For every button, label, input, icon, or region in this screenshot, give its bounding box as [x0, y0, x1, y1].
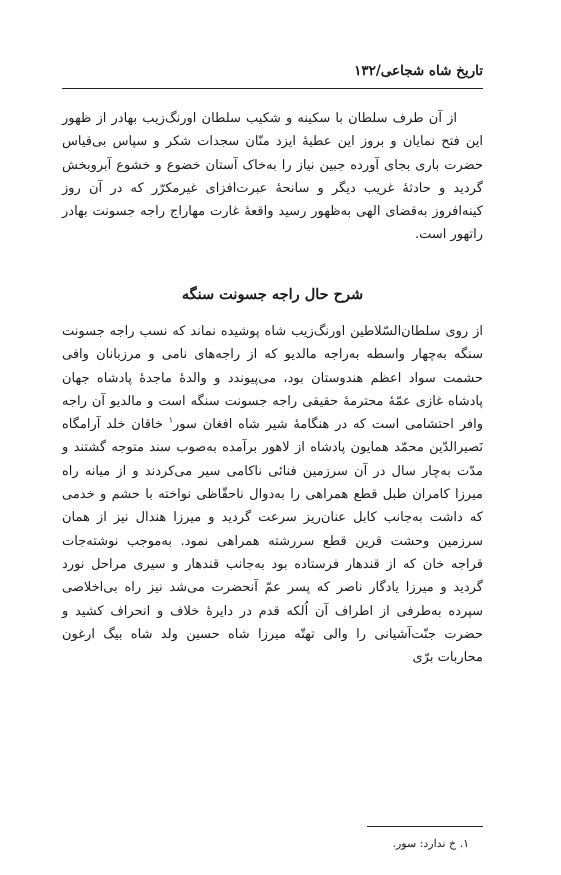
footnote: ۱. خ ندارد: سور. — [392, 837, 469, 850]
footnote-marker: ۱ — [168, 415, 174, 425]
section-title: شرح حال راجه جسونت سنگه — [181, 286, 364, 303]
header-rule — [62, 88, 483, 89]
paragraph-2 — [62, 320, 483, 669]
paragraph-1: از آن طرف سلطان با سکینه و شکیب سلطان اورنگ‌زیب بهادر از ظهور این فتح نمایان و بروز این عطیهٔ ایزد منّان سجدات شکر و سپاس بی‌قیاس حضرت باری بجای آورده جبین نیاز را به‌خاک آستان خضوع و خشوع آبروبخش گردید و حادثهٔ غریب دیگر و سانحهٔ عبرت‌افزای غیرمکرّر که در آن روز کینه‌افروز به‌قضای الهی به‌ظهور رسید واقعهٔ غارت مهاراج راجه جسونت بهادر راتهور است. — [62, 111, 483, 243]
footnote-rule — [367, 826, 483, 827]
paragraph-2-part-b: خاقان خلد آرامگاه نَصیرالدّین محمّد همایون پادشاه از لاهور برآمده به‌صوب سند متوجه گشتند و مدّت به‌چار سال در آن سرزمین فنائی ناکامی سیر می‌کردند و از میانه راه میرزا کامران طبل قطع همراهی را به‌دوال ناحقّاظی نواخته با حشم و خدمی که داشت به‌جانب کابل عنان‌ریز سرعت گردید و میرزا هندال نیز از همان سرزمین وحشت قرین قطع سررشته همراهی نمود. به‌موجب نوشته‌جات قراجه خان که از قندهار فرستاده بود به‌جانب قندهار و سیری مراحل نورد گردید و میرزا یادگار ناصر که پسر عمّ آنحضرت می‌شد نیز راه بی‌اخلاصی سپرده به‌طرفی از اطراف آن اُلکه قدم در دایرهٔ خلاف و انحراف کشید و حضرت جنّت‌آشیانی را والی تهتّه میرزا شاه حسین ولد شاه بیگ ارغون محاربات برّی — [62, 417, 483, 666]
paragraph-2-part-a: از روی سلطان‌السّلاطین اورنگ‌زیب شاه پوشیده نماند که نسب راجه جسونت سنگه به‌چهار واسطه به‌راجه مالدیو که از راجه‌های نامی و مرزبانان وافی حشمت سواد اعظم هندوستان بود، می‌پیوندد و والدهٔ ماجدهٔ پادشاه جهان پادشاه غازی عمّهٔ محترمهٔ حقیقی راجه جسونت سنگه است و مالدیو آن راجه وافر احتشامی است که در هنگامهٔ شیر شاه افغان سور — [62, 324, 483, 433]
running-header: تاریخ شاه شجاعی/۱۳۲ — [354, 63, 483, 79]
